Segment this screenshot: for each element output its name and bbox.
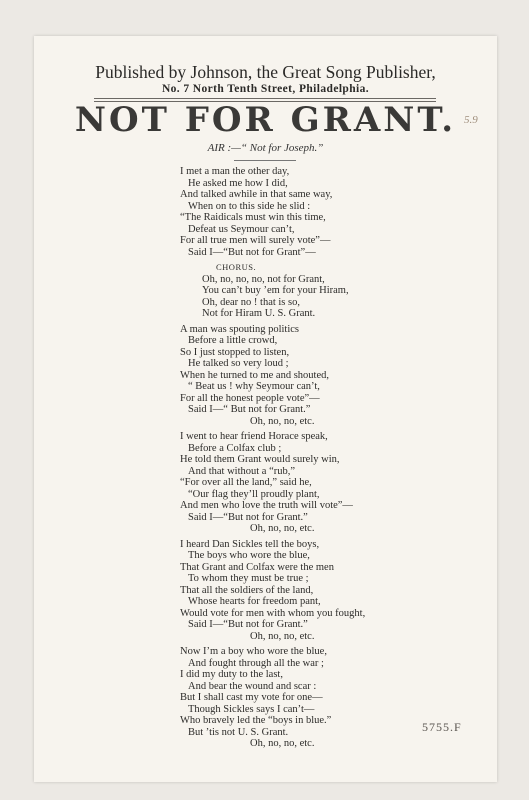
poem-line: For all the honest people vote”—: [180, 392, 320, 404]
poem-line: He told them Grant would surely win,: [180, 454, 340, 465]
poem-line: So I just stopped to listen,: [180, 346, 290, 358]
margin-pencil-mark: 5.9: [464, 114, 478, 126]
poem-line: Defeat us Seymour can’t,: [188, 223, 295, 235]
publisher-line: Published by Johnson, the Great Song Publisher,: [95, 62, 436, 82]
poem-line: Oh, no, no, etc.: [250, 523, 315, 534]
poem-line: The boys who wore the blue,: [188, 550, 310, 561]
poem-line: And that without a “rub,”: [188, 465, 296, 477]
poem-line: To whom they must be true ;: [188, 573, 309, 584]
poem-line: But I shall cast my vote for one—: [180, 692, 323, 703]
poem-line: Not for Hiram U. S. Grant.: [202, 308, 316, 319]
poem-line: I met a man the other day,: [180, 166, 290, 177]
poem-line: Oh, no, no, etc.: [250, 630, 315, 642]
poem-line: Said I—“But not for Grant.”: [188, 511, 308, 523]
poem-line: Oh, dear no ! that is so,: [202, 296, 300, 308]
air-rule: [234, 160, 296, 161]
poem-line: “Our flag they’ll proudly plant,: [188, 488, 320, 500]
air-line: AIR :—“ Not for Joseph.”: [207, 142, 324, 154]
poem-line: He talked so very loud ;: [188, 358, 289, 369]
poem-line: A man was spouting politics: [180, 323, 299, 335]
poem-line: Said I—“But not for Grant.”: [188, 619, 308, 630]
poem-line: And talked awhile in that same way,: [180, 189, 333, 200]
poem-line: “For over all the land,” said he,: [180, 477, 312, 488]
poem-line: Now I’m a boy who wore the blue,: [180, 646, 327, 657]
poem-line: I went to hear friend Horace speak,: [180, 431, 328, 442]
poem-line: For all true men will surely vote”—: [180, 235, 331, 246]
poem-line: Whose hearts for freedom pant,: [188, 596, 321, 607]
poem-line: Said I—“ But not for Grant.”: [188, 404, 311, 415]
poem-line: That Grant and Colfax were the men: [180, 561, 334, 573]
poem-line: Oh, no, no, etc.: [250, 415, 315, 427]
poem-line: When on to this side he slid :: [188, 200, 311, 212]
poem-line: “The Raidicals must win this time,: [180, 212, 326, 223]
poem-line: Oh, no, no, no, not for Grant,: [202, 273, 325, 285]
poem-line: And fought through all the war ;: [188, 657, 324, 669]
header-rule-top: [94, 98, 436, 99]
handwritten-catalog-number: 5755.F: [422, 720, 462, 734]
poem-line: When he turned to me and shouted,: [180, 369, 329, 381]
poem-line: That all the soldiers of the land,: [180, 584, 314, 596]
poem-line: You can’t buy ’em for your Hiram,: [202, 285, 349, 296]
chorus-heading: CHORUS.: [216, 262, 257, 272]
song-title: NOT FOR GRANT.: [74, 100, 457, 140]
poem-line: Oh, no, no, etc.: [250, 738, 315, 749]
song-sheet: [34, 36, 497, 782]
poem-line: “ Beat us ! why Seymour can’t,: [188, 381, 320, 392]
poem-line: He asked me how I did,: [188, 177, 288, 189]
poem-line: Said I—“But not for Grant”—: [188, 246, 316, 258]
poem-line: Though Sickles says I can’t—: [188, 703, 315, 715]
poem-line: I did my duty to the last,: [180, 669, 283, 680]
poem-line: I heard Dan Sickles tell the boys,: [180, 538, 320, 550]
poem-line: Who bravely led the “boys in blue.”: [180, 715, 332, 726]
poem-line: But ’tis not U. S. Grant.: [188, 726, 289, 738]
poem-body: [180, 166, 365, 750]
poem-line: Would vote for men with whom you fought,: [180, 607, 366, 619]
poem-line: And men who love the truth will vote”—: [180, 500, 353, 511]
address-line: No. 7 North Tenth Street, Philadelphia.: [161, 83, 370, 95]
poem-line: Before a little crowd,: [188, 335, 278, 346]
poem-line: And bear the wound and scar :: [188, 680, 317, 692]
poem-line: Before a Colfax club ;: [188, 442, 282, 454]
